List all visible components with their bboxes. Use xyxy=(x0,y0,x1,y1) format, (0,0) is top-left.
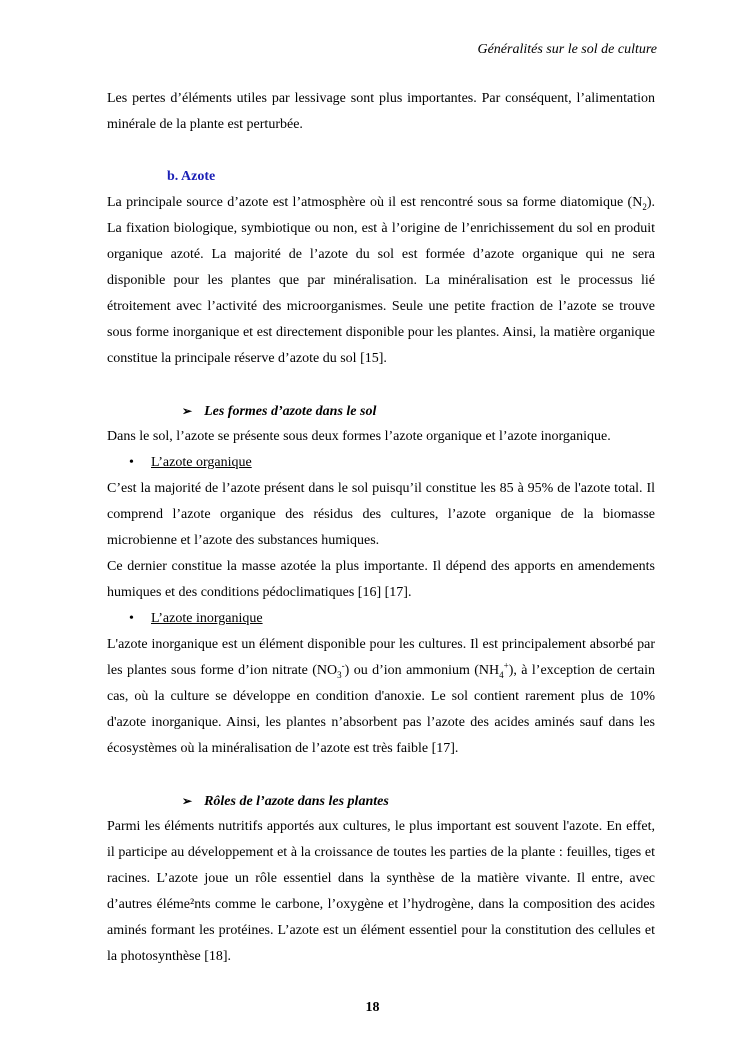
inorganique-paragraph: L'azote inorganique est un élément disponible pour les cultures. Il est principalement absorbé par les plantes sous forme d’ion nitrate $(NO_3^-)$ ou d’ion ammonium $(NH_4^+)$, à l’exception de certain cas, où la culture se développe en condition d'anoxie. Le sol contient rarement plus de 10% d'azote inorganique. Ainsi, les plantes n’absorbent pas l’azote des acides aminés sauf dans les écosystèmes où la minéralisation de l’azote est très faible [17]. xyxy=(107,637,655,756)
page-body xyxy=(107,86,655,970)
list-item-organique: • L’azote organique xyxy=(129,450,655,476)
formes-intro: Dans le sol, l’azote se présente sous deux formes l’azote organique et l’azote inorganique. xyxy=(107,429,611,444)
roles-paragraph: Parmi les éléments nutritifs apportés aux cultures, le plus important est souvent l'azote. En effet, il participe au développement et à la croissance de toutes les parties de la plante : feuilles, tiges et racines. L’azote joue un rôle essentiel dans la synthèse de la matière vivante. Il entre, avec d’autres éléme²nts comme le carbone, l’oxygène et l’hydrogène, dans la composition des acides aminés formant les protéines. L’azote est un élément essentiel pour la constitution des cellules et la photosynthèse [18]. xyxy=(107,819,655,964)
subsection-heading-formes: ➢ Les formes d’azote dans le sol xyxy=(182,398,655,424)
bullet-icon: • xyxy=(129,611,134,626)
page-number: 18 xyxy=(365,1000,380,1015)
list-item-inorganique: • L’azote inorganique xyxy=(129,606,655,632)
arrow-bullet-icon: ➢ xyxy=(182,404,193,418)
running-header: Généralités sur le sol de culture xyxy=(477,42,657,57)
bullet-icon: • xyxy=(129,455,134,470)
intro-paragraph: Les pertes d’éléments utiles par lessivage sont plus importantes. Par conséquent, l’alimentation minérale de la plante est perturbée. xyxy=(107,91,655,132)
arrow-bullet-icon: ➢ xyxy=(182,794,193,808)
subsection-heading-roles: ➢ Rôles de l’azote dans les plantes xyxy=(182,788,655,814)
azote-paragraph: La principale source d’azote est l’atmosphère où il est rencontré sous sa forme diatomique $(N_2)$. La fixation biologique, symbiotique ou non, est à l’origine de l’enrichissement du sol en produit organique azoté. La majorité de l’azote du sol est formée d’azote organique qui ne sera disponible pour les plantes que par minéralisation. La minéralisation est le processus lié étroitement avec l’activité des microorganismes. Seule une petite fraction de l’azote se trouve sous forme inorganique et est directement disponible pour les plantes. Ainsi, la matière organique constitue la principale réserve d’azote du sol [15]. xyxy=(107,195,655,366)
organique-paragraph-2: Ce dernier constitue la masse azotée la plus importante. Il dépend des apports en amendements humiques et des conditions pédoclimatiques [16] [17]. xyxy=(107,559,655,600)
section-heading-azote: b. Azote xyxy=(167,169,216,184)
organique-paragraph-1: C’est la majorité de l’azote présent dans le sol puisqu’il constitue les 85 à 95% de l'azote total. Il comprend l’azote organique des résidus des cultures, l’azote organique de la biomasse microbienne et l’azote des substances humiques. xyxy=(107,481,655,548)
